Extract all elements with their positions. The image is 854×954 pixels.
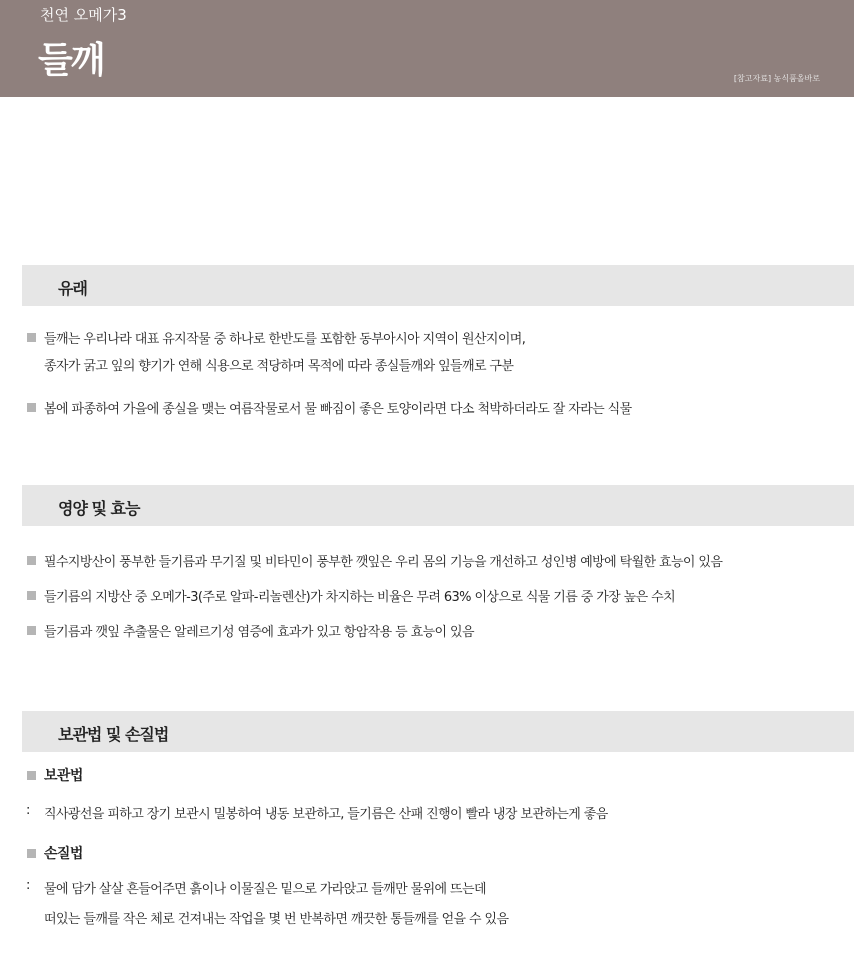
bullet-icon [27, 591, 36, 600]
list-item-cont: 떠있는 들깨를 작은 체로 건져내는 작업을 몇 번 반복하면 깨끗한 통들깨를 얻을 수 있음 [44, 912, 509, 927]
bullet-icon [27, 556, 36, 565]
page-title: 들깨 [38, 40, 104, 81]
section-header-storage [22, 711, 854, 752]
section-header-origin [22, 265, 854, 306]
subheading-cleaning: 손질법 [44, 846, 83, 862]
list-item: 들기름의 지방산 중 오메가-3(주로 알파-리놀렌산)가 차지하는 비율은 무려 63% 이상으로 식물 기름 중 가장 높은 수치 [44, 590, 676, 605]
list-item: 필수지방산이 풍부한 들기름과 무기질 및 비타민이 풍부한 깻잎은 우리 몸의 기능을 개선하고 성인병 예방에 탁월한 효능이 있음 [44, 555, 723, 570]
list-item: 들깨는 우리나라 대표 유지작물 중 하나로 한반도를 포함한 동부아시아 지역이 원산지이며, [44, 332, 526, 347]
section-title: 영양 및 효능 [58, 499, 140, 518]
list-item: 들기름과 깻잎 추출물은 알레르기성 염증에 효과가 있고 항암작용 등 효능이 있음 [44, 625, 474, 640]
list-item: 직사광선을 피하고 장기 보관시 밀봉하여 냉동 보관하고, 들기름은 산패 진행이 빨라 냉장 보관하는게 좋음 [44, 807, 608, 822]
page-header [0, 0, 854, 97]
colon-mark: : [26, 878, 31, 893]
bullet-icon [27, 626, 36, 635]
section-title: 유래 [58, 279, 87, 298]
bullet-icon [27, 403, 36, 412]
list-item: 물에 담가 살살 흔들어주면 흙이나 이물질은 밑으로 가라앉고 들깨만 물위에 뜨는데 [44, 882, 486, 897]
section-header-nutrition [22, 485, 854, 526]
reference-note: [참고자료] 농식품올바로 [733, 74, 820, 83]
page-subtitle: 천연 오메가3 [40, 6, 127, 24]
subheading-storage: 보관법 [44, 768, 83, 784]
colon-mark: : [26, 803, 31, 818]
list-item: 봄에 파종하여 가을에 종실을 맺는 여름작물로서 물 빠짐이 좋은 토양이라면 다소 척박하더라도 잘 자라는 식물 [44, 402, 632, 417]
bullet-icon [27, 849, 36, 858]
list-item-cont: 종자가 굵고 잎의 향기가 연해 식용으로 적당하며 목적에 따라 종실들깨와 잎들깨로 구분 [44, 359, 514, 374]
bullet-icon [27, 771, 36, 780]
section-title: 보관법 및 손질법 [58, 725, 169, 744]
bullet-icon [27, 333, 36, 342]
